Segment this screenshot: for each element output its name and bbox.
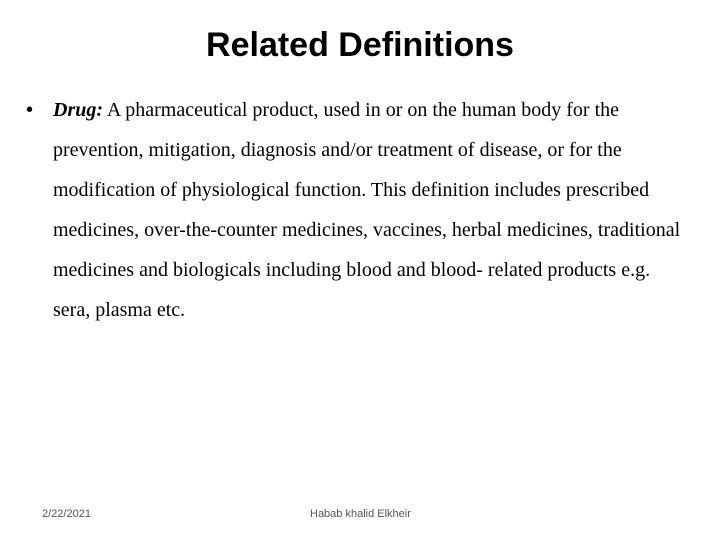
- definition-body: A pharmaceutical product, used in or on the human body for the prevention, mitigation, diagnosis and/or treatment of disease, or for the modification of physiological function. This definition includes prescribed medicines, over-the-counter medicines, vaccines, herbal medicines, traditional medicines and biologicals including blood and blood- related products e.g. sera, plasma etc.: [53, 99, 681, 321]
- slide-title: Related Definitions: [206, 26, 514, 64]
- definition-bullet: [26, 90, 690, 330]
- footer-date: 2/22/2021: [42, 508, 91, 520]
- definition-text: [53, 90, 690, 330]
- bullet-marker: •: [26, 99, 34, 121]
- definition-term: Drug:: [53, 99, 104, 121]
- footer-author: Habab khalid Elkheir: [310, 508, 411, 520]
